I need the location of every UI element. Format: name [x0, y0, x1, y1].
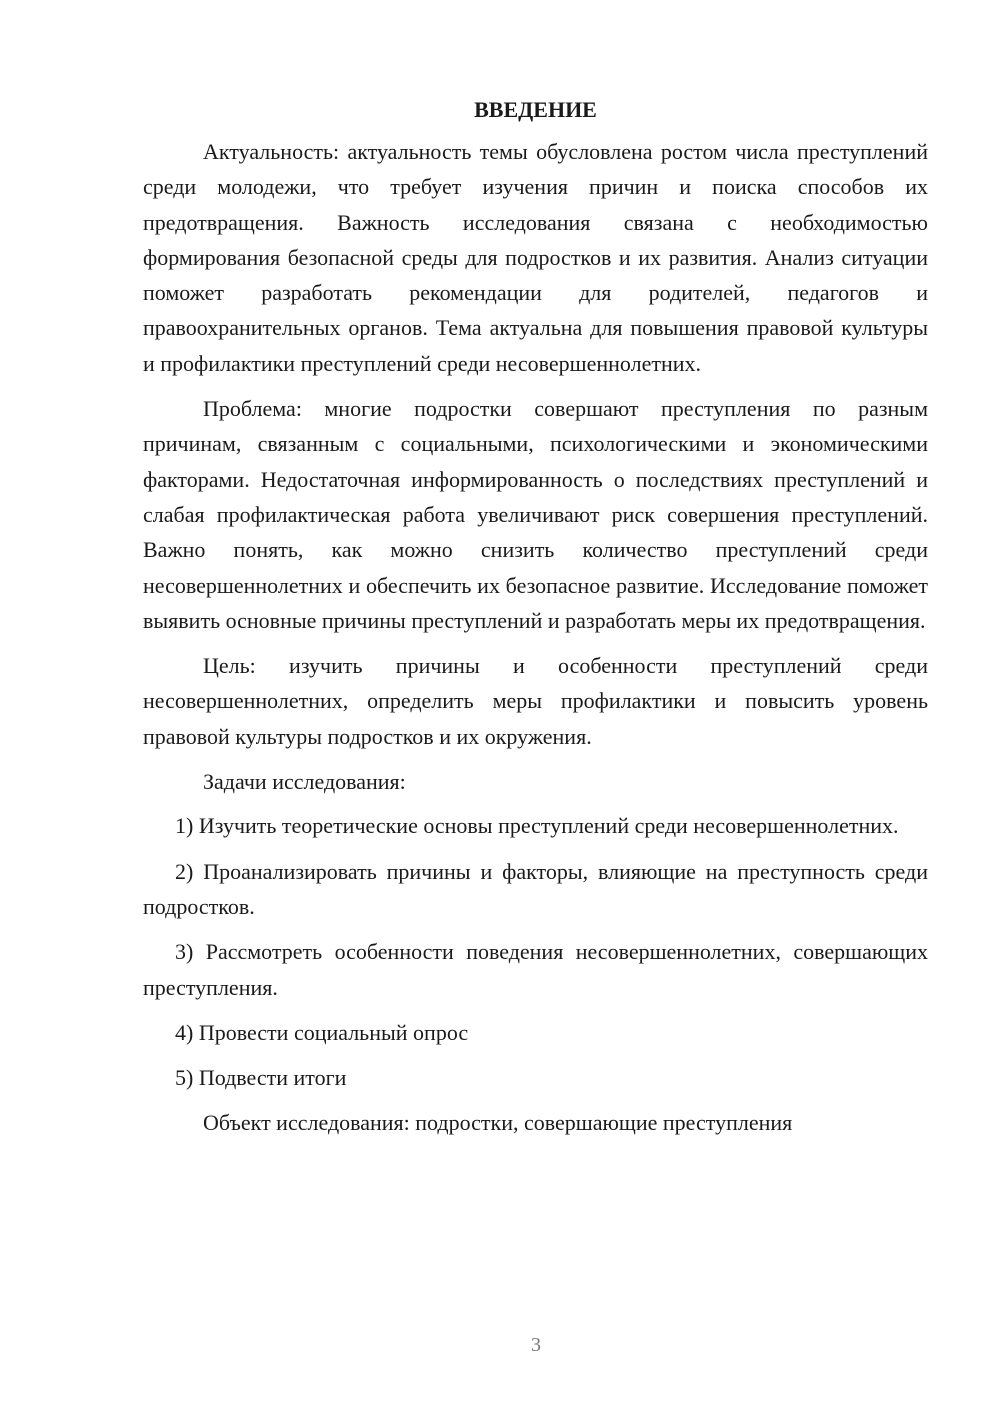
task-item-2: 2) Проанализировать причины и факторы, влияющие на преступность среди подростков.	[143, 858, 928, 919]
paragraph-problem: Проблема: многие подростки совершают преступления по разным причинам, связанным с социальными, психологическими и экономическими факторами. Недостаточная информированность о последствиях преступлений и слабая профилактическая работа увеличивают риск совершения преступлений. Важно понять, как можно снизить количество преступлений среди несовершеннолетних и обеспечить их безопасное развитие. Исследование поможет выявить основные причины преступлений и разработать меры их предотвращения.	[143, 396, 928, 633]
task-item-5: 5) Подвести итоги	[175, 1065, 347, 1091]
paragraph-tasks-heading: Задачи исследования:	[203, 769, 406, 795]
paragraph-relevance: Актуальность: актуальность темы обусловлена ростом числа преступлений среди молодежи, что требует изучения причин и поиска способов их предотвращения. Важность исследования связана с необходимостью формирования безопасной среды для подростков и их развития. Анализ ситуации поможет разработать рекомендации для родителей, педагогов и правоохранительных органов. Тема актуальна для повышения правовой культуры и профилактики преступлений среди несовершеннолетних.	[143, 139, 928, 376]
page-number: 3	[531, 1334, 541, 1356]
task-item-4: 4) Провести социальный опрос	[175, 1019, 469, 1045]
task-item-1: 1) Изучить теоретические основы преступлений среди несовершеннолетних.	[175, 813, 899, 839]
task-item-3: 3) Рассмотреть особенности поведения несовершеннолетних, совершающих преступления.	[143, 939, 928, 1000]
document-body	[143, 92, 928, 1151]
section-title: ВВЕДЕНИЕ	[474, 97, 597, 122]
paragraph-goal: Цель: изучить причины и особенности преступлений среди несовершеннолетних, определить меры профилактики и повысить уровень правовой культуры подростков и их окружения.	[143, 653, 928, 749]
paragraph-research-object: Объект исследования: подростки, совершающие преступления	[203, 1110, 793, 1136]
